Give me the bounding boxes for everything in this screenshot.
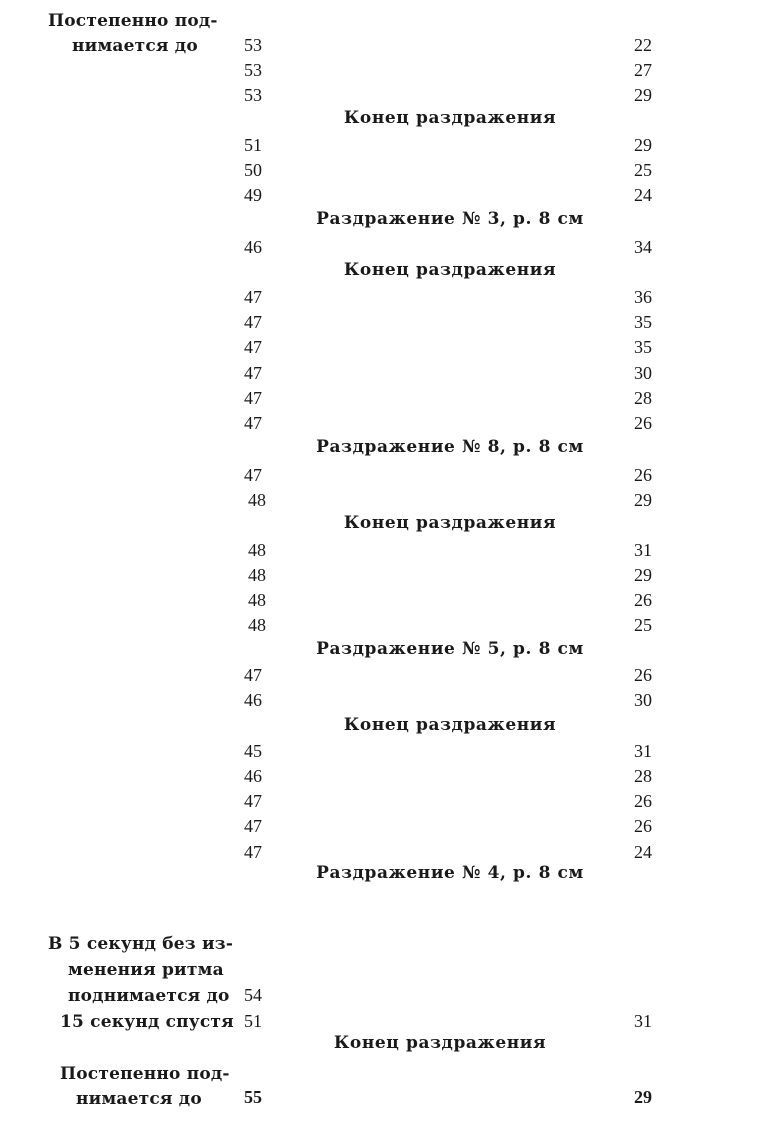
section-heading: Конец раздражения	[343, 715, 557, 735]
left-value: 47	[244, 816, 262, 836]
right-value: 29	[634, 85, 652, 105]
right-value: 35	[634, 312, 652, 332]
side-note: Постепенно под-	[48, 11, 218, 31]
section-heading: Конец раздражения	[343, 260, 557, 280]
left-value: 54	[244, 985, 262, 1005]
section-heading: Раздражение № 3, р. 8 см	[316, 209, 584, 229]
right-value: 29	[634, 135, 652, 155]
side-note: нимается до	[76, 1089, 202, 1109]
right-value: 31	[634, 741, 652, 761]
left-value: 48	[248, 615, 266, 635]
right-value: 35	[634, 337, 652, 357]
section-heading: Раздражение № 8, р. 8 см	[316, 437, 584, 457]
left-value: 47	[244, 842, 262, 862]
left-value: 50	[244, 160, 262, 180]
left-value: 46	[244, 766, 262, 786]
left-value: 48	[248, 540, 266, 560]
side-note: менения ритма	[68, 960, 224, 980]
left-value: 53	[244, 85, 262, 105]
side-note: нимается до	[72, 36, 198, 56]
section-heading: Конец раздражения	[343, 513, 557, 533]
right-value: 26	[634, 413, 652, 433]
section-heading: Конец раздражения	[333, 1033, 547, 1053]
section-heading: Раздражение № 4, р. 8 см	[316, 863, 584, 883]
right-value: 30	[634, 363, 652, 383]
right-value: 29	[634, 565, 652, 585]
right-value: 26	[634, 816, 652, 836]
left-value: 48	[248, 565, 266, 585]
right-value: 26	[634, 590, 652, 610]
left-value: 47	[244, 665, 262, 685]
right-value: 30	[634, 690, 652, 710]
side-note: В 5 секунд без из-	[48, 934, 234, 954]
left-value: 48	[248, 490, 266, 510]
left-value: 47	[244, 363, 262, 383]
left-value: 53	[244, 35, 262, 55]
right-value: 26	[634, 791, 652, 811]
right-value: 26	[634, 665, 652, 685]
right-value: 26	[634, 465, 652, 485]
right-value: 28	[634, 766, 652, 786]
left-value: 47	[244, 312, 262, 332]
right-value: 24	[634, 185, 652, 205]
left-value: 47	[244, 388, 262, 408]
right-value: 25	[634, 615, 652, 635]
right-value: 29	[634, 490, 652, 510]
left-value: 53	[244, 60, 262, 80]
right-value: 28	[634, 388, 652, 408]
left-value: 49	[244, 185, 262, 205]
section-heading: Конец раздражения	[343, 108, 557, 128]
left-value: 51	[244, 1011, 262, 1031]
right-value: 27	[634, 60, 652, 80]
right-value: 31	[634, 540, 652, 560]
right-value: 34	[634, 237, 652, 257]
side-note: Постепенно под-	[60, 1064, 230, 1084]
left-value: 45	[244, 741, 262, 761]
left-value: 47	[244, 287, 262, 307]
right-value: 29	[634, 1087, 652, 1107]
left-value: 46	[244, 237, 262, 257]
left-value: 47	[244, 465, 262, 485]
section-heading: Раздражение № 5, р. 8 см	[316, 639, 584, 659]
right-value: 25	[634, 160, 652, 180]
left-value: 46	[244, 690, 262, 710]
left-value: 48	[248, 590, 266, 610]
right-value: 24	[634, 842, 652, 862]
side-note: поднимается до	[68, 986, 230, 1006]
left-value: 47	[244, 791, 262, 811]
left-value: 47	[244, 337, 262, 357]
left-value: 55	[244, 1087, 262, 1107]
right-value: 22	[634, 35, 652, 55]
side-note: 15 секунд спустя	[60, 1012, 234, 1032]
left-value: 47	[244, 413, 262, 433]
right-value: 36	[634, 287, 652, 307]
left-value: 51	[244, 135, 262, 155]
right-value: 31	[634, 1011, 652, 1031]
